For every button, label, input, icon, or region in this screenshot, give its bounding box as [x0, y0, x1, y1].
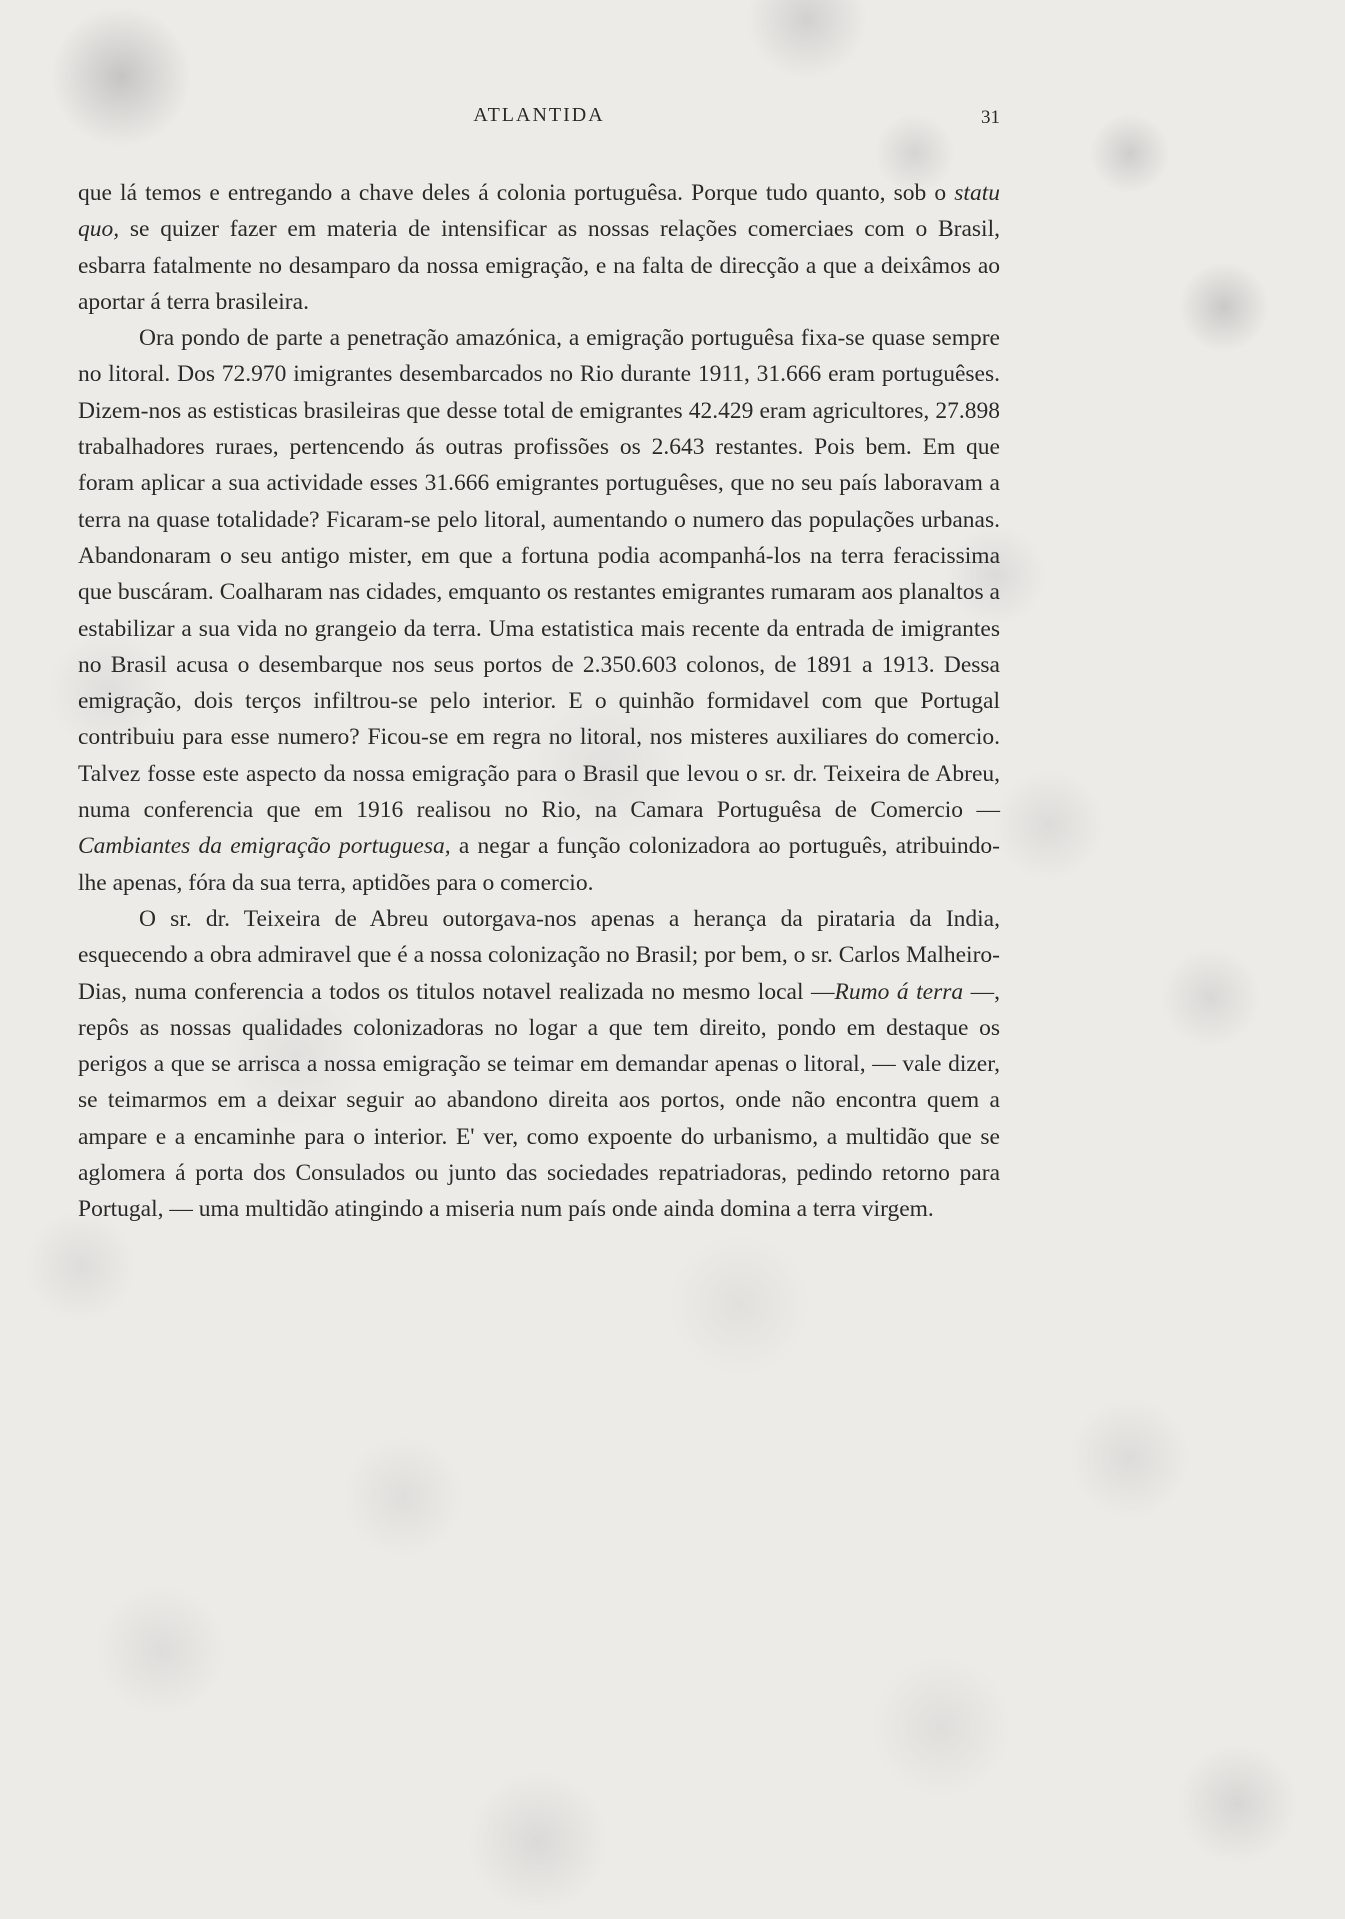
- page-number: 31: [981, 107, 1000, 128]
- paragraph-2-tail: a negar a função colonizadora ao português, atribuindo-lhe apenas, fóra da sua terra, aptidões para o comercio.: [78, 833, 1000, 896]
- paragraph-2: [78, 320, 1000, 901]
- paragraph-1-text-a: que lá temos e entregando a chave deles á colonia portuguêsa. Porque tudo quanto, sob o: [78, 180, 955, 206]
- running-title: ATLANTIDA: [473, 104, 605, 126]
- body-text: [78, 175, 1000, 1228]
- page-header: [78, 104, 1000, 134]
- paragraph-1-italic: statu quo,: [78, 180, 1000, 243]
- paragraph-1-text-b: se quizer fazer em materia de intensificar as nossas relações comerciaes com o Brasil, esbarra fatalmente no desamparo da nossa emigração, e na falta de direcção a que a deixâmos ao aportar á terra brasileira.: [78, 216, 1000, 315]
- paragraph-2-text: Ora pondo de parte a penetração amazónica, a emigração portuguêsa fixa-se quase sempre no litoral. Dos 72.970 imigrantes desembarcados no Rio durante 1911, 31.666 eram portuguêses. Dizem-nos as estisticas brasileiras que desse total de emigrantes 42.429 eram agricultores, 27.898 trabalhadores ruraes, pertencendo ás outras profissões os 2.643 restantes. Pois bem. Em que foram aplicar a sua actividade esses 31.666 emigrantes portuguêses, que no seu país laboravam a terra na quase totalidade? Ficaram-se pelo litoral, aumentando o numero das populações urbanas. Abandonaram o seu antigo mister, em que a fortuna podia acompanhá-los na terra feracissima que buscáram. Coalharam nas cidades, emquanto os restantes emigrantes rumaram aos planaltos a estabilizar a sua vida no grangeio da terra. Uma estatistica mais recente da entrada de imigrantes no Brasil acusa o desembarque nos seus portos de 2.350.603 colonos, de 1891 a 1913. Dessa emigração, dois terços infiltrou-se pelo interior. E o quinhão formidavel com que Portugal contribuiu para esse numero? Ficou-se em regra no litoral, nos misteres auxiliares do comercio. Talvez fosse este aspecto da nossa emigração para o Brasil que levou o sr. dr. Teixeira de Abreu, numa conferencia que em 1916 realisou no Rio, na Camara Portuguêsa de Comercio —: [78, 325, 1000, 824]
- paragraph-3: [78, 901, 1000, 1228]
- paragraph-2-italic: Cambiantes da emigração portuguesa,: [78, 833, 451, 860]
- paragraph-1: [78, 175, 1000, 320]
- paragraph-3-italic: Rumo á terra: [834, 978, 964, 1005]
- paragraph-3-tail: —, repôs as nossas qualidades colonizadoras no logar a que tem direito, pondo em destaque os perigos a que se arrisca a nossa emigração se teimar em demandar apenas o litoral, — vale dizer, se teimarmos em a deixar seguir ao abandono direita aos portos, onde não encontra quem a ampare e a encaminhe para o interior. E' ver, como expoente do urbanismo, a multidão que se aglomera á porta dos Consulados ou junto das sociedades repatriadoras, pedindo retorno para Portugal, — uma multidão atingindo a miseria num país onde ainda domina a terra virgem.: [78, 978, 1001, 1223]
- paragraph-3-text: O sr. dr. Teixeira de Abreu outorgava-nos apenas a herança da pirataria da India, esquecendo a obra admiravel que é a nossa colonização no Brasil; por bem, o sr. Carlos Malheiro-Dias, numa conferencia a todos os titulos notavel realizada no mesmo local —: [78, 905, 1000, 1005]
